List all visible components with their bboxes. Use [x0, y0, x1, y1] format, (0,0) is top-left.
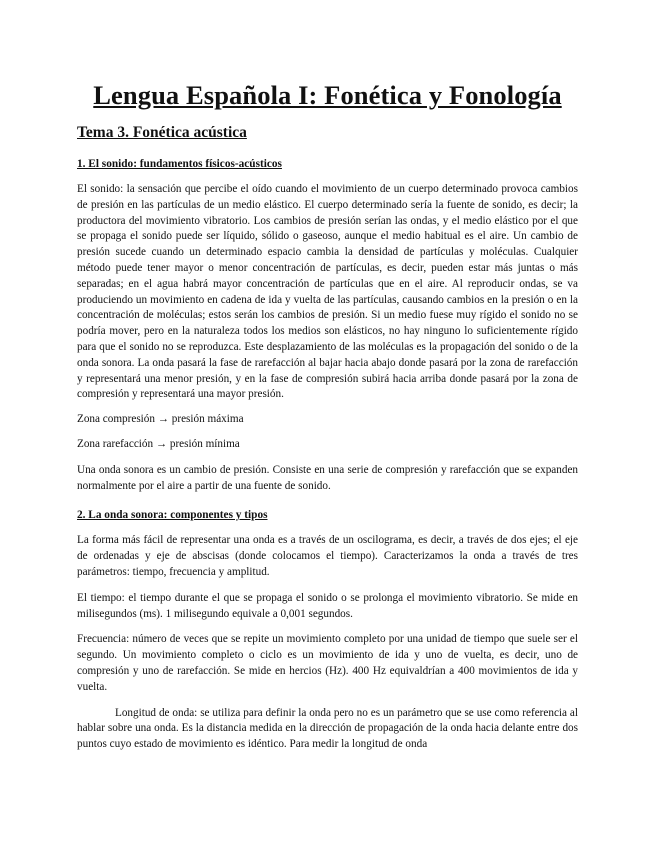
paragraph-compression-zone: Zona compresión → presión máxima — [77, 413, 244, 426]
topic-heading: Tema 3. Fonética acústica — [77, 124, 247, 141]
paragraph-oscillogram: La forma más fácil de representar una onda es a través de un oscilograma, es decir, a través de dos ejes; el eje de ordenadas y eje de abscisas (donde colocamos el tiempo). Caracterizamos la onda a través de tres parámetros: tiempo, frecuencia y amplitud. — [77, 534, 578, 578]
paragraph-rarefaction-zone: Zona rarefacción → presión mínima — [77, 437, 240, 450]
paragraph-wavelength: Longitud de onda: se utiliza para definir la onda pero no es un parámetro que se use como referencia al hablar sobre una onda. Es la distancia medida en la dirección de propagación de la onda hacia delante entre dos puntos cuyo estado de movimiento es idéntico. Para medir la longitud de onda — [77, 706, 578, 751]
paragraph-sound-definition: El sonido: la sensación que percibe el oído cuando el movimiento de un cuerpo determinado provoca cambios de presión en las partículas de un medio elástico. El cuerpo determinado sería la fuente de sonido, es decir; la productora del movimiento vibratorio. Los cambios de presión serían las ondas, y el medio elástico por el que se propaga el sonido puede ser líquido, sólido o gaseoso, aunque el medio habitual es el aire. Un cambio de presión sucede cuando un determinado espacio cambia la densidad de partículas y moléculas. Cualquier método puede tener mayor o menor concentración de partículas, es decir, pueden estar más juntas o más separadas; en el agua habrá mayor concentración de partículas que en el aire. Al reproducir ondas, se va produciendo un movimiento en cadena de ida y vuelta de las partículas, causando cambios en la presión o en la concentración de moléculas; estos serán los cambios de presión. Si un medio fuese muy rígido el sonido no se podría mover, pero en la naturaleza todos los medios son elásticos, no hay ninguno lo suficientemente rígido para que el sonido no se reproduzca. Este desplazamiento de las moléculas es la propagación del sonido o de la onda sonora. La onda pasará la fase de rarefacción al bajar hacia abajo donde pasará por la zona de rarefacción y representará una menor presión, y en la fase de compresión subirá hacia arriba donde pasará por la zona de compresión y representará una mayor presión. — [77, 183, 578, 401]
section-heading-2: 2. La onda sonora: componentes y tipos — [77, 509, 268, 522]
paragraph-sound-wave: Una onda sonora es un cambio de presión. Consiste en una serie de compresión y rarefacción que se expanden normalmente por el aire a partir de una fuente de sonido. — [77, 463, 578, 492]
section-heading-1: 1. El sonido: fundamentos físicos-acústicos — [77, 158, 282, 170]
document-title: Lengua Española I: Fonética y Fonología — [93, 80, 562, 110]
paragraph-time: El tiempo: el tiempo durante el que se propaga el sonido o se prolonga el movimiento vibratorio. Se mide en milisegundos (ms). 1 milisegundo equivale a 0,001 segundos. — [77, 591, 578, 620]
paragraph-frequency: Frecuencia: número de veces que se repite un movimiento completo por una unidad de tiempo que suele ser el segundo. Un movimiento completo o ciclo es un movimiento de ida y uno de vuelta, es decir, uno de compresión y uno de rarefacción. Se mide en hercios (Hz). 400 Hz equivaldrían a 400 movimientos de ida y vuelta. — [77, 633, 578, 693]
